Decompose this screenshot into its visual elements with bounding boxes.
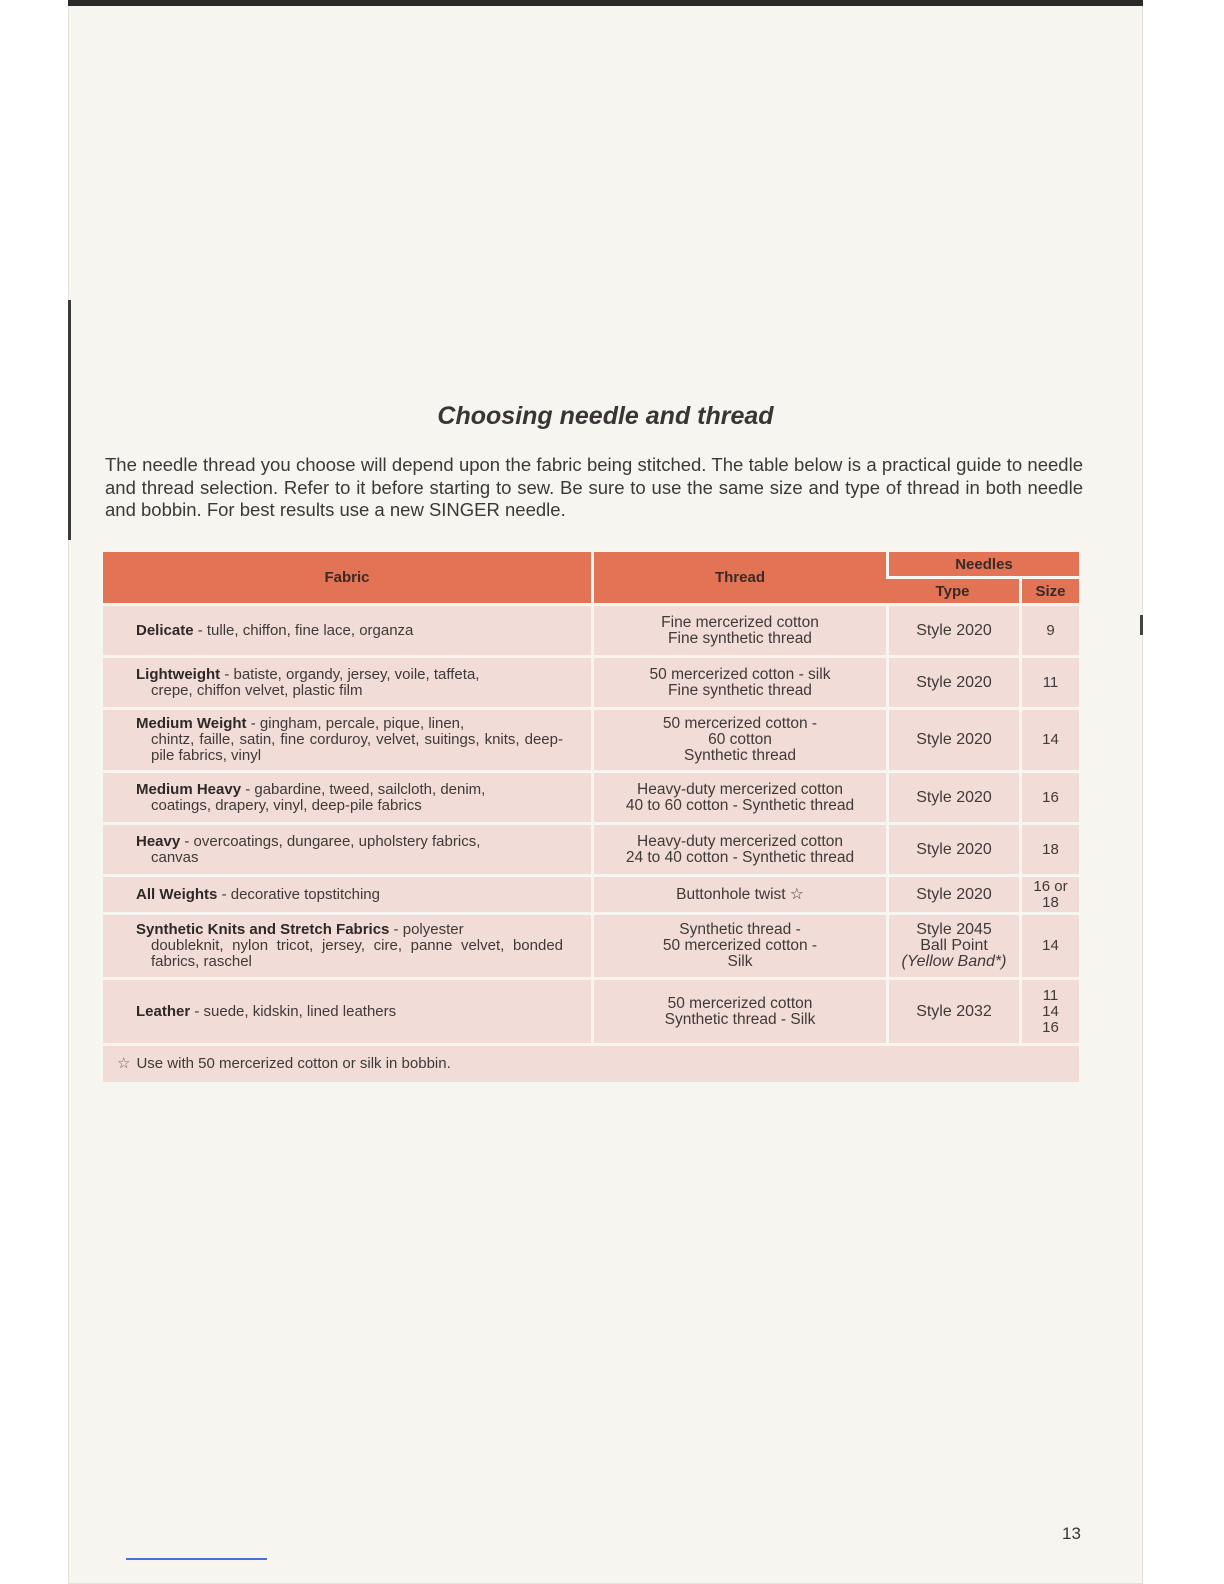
thread-cell bbox=[591, 822, 886, 874]
fabric-name: Delicate bbox=[136, 621, 194, 639]
fabric-description-continued: doubleknit, nylon tricot, jersey, cire, panne velvet, bonded fabrics, raschel bbox=[151, 937, 563, 970]
header-needles: Needles bbox=[886, 552, 1079, 576]
needle-type-cell-line: Style 2020 bbox=[916, 788, 992, 806]
fabric-description-continued: canvas bbox=[151, 848, 199, 866]
thread-cell-line: Buttonhole twist ☆ bbox=[676, 885, 804, 903]
needle-size-cell-line: 14 bbox=[1042, 1002, 1059, 1020]
needle-size-cell-line: 16 bbox=[1042, 788, 1059, 806]
needle-size-cell-line: 11 bbox=[1042, 673, 1059, 691]
needle-size-cell bbox=[1019, 822, 1079, 874]
fabric-name: Medium Heavy bbox=[136, 780, 242, 798]
intro-paragraph: The needle thread you choose will depend upon the fabric being stitched. The table below is a practical guide to needle and thread selection. Refer to it before starting to sew. Be sure to use the same size and type of thread in both needle and bobbin. For best results use a new SINGER needle. bbox=[105, 454, 1083, 520]
fabric-cell bbox=[103, 770, 591, 822]
needle-type-cell bbox=[886, 655, 1019, 707]
fabric-description: - gabardine, tweed, sailcloth, denim, bbox=[241, 780, 486, 798]
needle-type-cell-line: Style 2020 bbox=[916, 840, 992, 858]
header-fabric: Fabric bbox=[103, 552, 591, 603]
needle-size-cell bbox=[1019, 770, 1079, 822]
fabric-description-continued: crepe, chiffon velvet, plastic film bbox=[151, 681, 363, 699]
needle-size-cell-line: 14 bbox=[1042, 731, 1059, 748]
fabric-cell bbox=[103, 655, 591, 707]
needle-type-cell-line: Style 2045 bbox=[916, 921, 992, 938]
thread-cell bbox=[591, 977, 886, 1043]
needle-type-cell bbox=[886, 874, 1019, 912]
thread-cell-line: Synthetic thread - bbox=[679, 921, 801, 938]
fabric-name: All Weights bbox=[136, 885, 218, 903]
thread-cell-line: 50 mercerized cotton - bbox=[662, 715, 818, 732]
needle-size-cell-line: 9 bbox=[1046, 621, 1055, 639]
fabric-cell bbox=[103, 603, 591, 655]
fabric-name: Heavy bbox=[136, 832, 181, 850]
thread-cell bbox=[591, 874, 886, 912]
table-row bbox=[103, 770, 1079, 822]
thread-cell-line: 50 mercerized cotton bbox=[667, 994, 813, 1012]
fabric-cell bbox=[103, 874, 591, 912]
star-icon: ☆ bbox=[117, 1055, 131, 1072]
footnote bbox=[103, 1043, 1079, 1082]
thread-cell-line: 24 to 40 cotton - Synthetic thread bbox=[625, 848, 855, 866]
thread-cell-line: Fine synthetic thread bbox=[668, 681, 812, 699]
table-row bbox=[103, 874, 1079, 912]
header-type: Type bbox=[886, 576, 1019, 603]
thread-cell bbox=[591, 603, 886, 655]
thread-cell-line: Synthetic thread - Silk bbox=[664, 1010, 816, 1028]
needle-size-cell-line: 18 bbox=[1042, 840, 1059, 858]
thread-cell-line: 50 mercerized cotton - silk bbox=[649, 665, 831, 683]
fabric-name: Leather bbox=[136, 1002, 191, 1020]
fabric-cell bbox=[103, 707, 591, 770]
fabric-name: Lightweight bbox=[136, 665, 221, 683]
thread-cell bbox=[591, 770, 886, 822]
thread-cell bbox=[591, 707, 886, 770]
fabric-description: - overcoatings, dungaree, upholstery fabrics, bbox=[180, 832, 481, 850]
needle-size-cell bbox=[1019, 874, 1079, 912]
needle-size-cell-line: 11 bbox=[1042, 986, 1059, 1004]
table-row bbox=[103, 977, 1079, 1043]
fabric-description-continued: coatings, drapery, vinyl, deep-pile fabrics bbox=[151, 796, 422, 814]
fabric-description: - suede, kidskin, lined leathers bbox=[190, 1002, 397, 1020]
table-row bbox=[103, 603, 1079, 655]
needle-size-cell bbox=[1019, 912, 1079, 977]
table-row bbox=[103, 912, 1079, 977]
scan-top-edge bbox=[68, 0, 1143, 6]
needle-type-cell-line: Style 2032 bbox=[916, 1002, 992, 1020]
fabric-cell bbox=[103, 977, 591, 1043]
needle-type-cell bbox=[886, 912, 1019, 977]
thread-cell-line: 40 to 60 cotton - Synthetic thread bbox=[625, 796, 855, 814]
needle-type-cell-line: (Yellow Band*) bbox=[901, 953, 1007, 970]
needle-type-cell-line: Ball Point bbox=[920, 937, 988, 954]
needle-size-cell bbox=[1019, 603, 1079, 655]
needle-size-cell bbox=[1019, 707, 1079, 770]
thread-cell bbox=[591, 655, 886, 707]
needle-size-cell bbox=[1019, 977, 1079, 1043]
needle-type-cell bbox=[886, 603, 1019, 655]
thread-cell-line: Silk bbox=[727, 953, 753, 970]
thread-cell-line: Heavy-duty mercerized cotton bbox=[637, 832, 843, 850]
needle-type-cell-line: Style 2020 bbox=[916, 731, 992, 748]
fabric-description: - decorative topstitching bbox=[217, 885, 380, 903]
footnote-text: Use with 50 mercerized cotton or silk in bobbin. bbox=[136, 1055, 451, 1072]
thread-cell-line: Fine mercerized cotton bbox=[661, 613, 819, 631]
thread-cell-line: Heavy-duty mercerized cotton bbox=[637, 780, 843, 798]
needle-size-cell-line: 14 bbox=[1042, 937, 1059, 954]
thread-cell bbox=[591, 912, 886, 977]
needle-size-cell bbox=[1019, 655, 1079, 707]
fabric-name: Medium Weight bbox=[136, 715, 247, 732]
thread-cell-line: 60 cotton bbox=[708, 731, 772, 748]
table-row bbox=[103, 655, 1079, 707]
needle-type-cell bbox=[886, 822, 1019, 874]
header-size: Size bbox=[1019, 576, 1079, 603]
needle-type-cell bbox=[886, 707, 1019, 770]
fabric-cell bbox=[103, 912, 591, 977]
scan-right-mark bbox=[1140, 615, 1143, 635]
thread-cell-line: Synthetic thread bbox=[683, 747, 796, 764]
fabric-description: - gingham, percale, pique, linen, bbox=[246, 715, 465, 732]
needle-type-cell-line: Style 2020 bbox=[916, 885, 992, 903]
page-title: Choosing needle and thread bbox=[437, 402, 774, 430]
fabric-description: - tulle, chiffon, fine lace, organza bbox=[193, 621, 414, 639]
needle-thread-table bbox=[103, 552, 1079, 1082]
table-body bbox=[103, 603, 1079, 1043]
fabric-description: - polyester bbox=[389, 921, 464, 938]
header-thread: Thread bbox=[591, 552, 886, 603]
needle-type-cell bbox=[886, 977, 1019, 1043]
needle-type-cell bbox=[886, 770, 1019, 822]
fabric-cell bbox=[103, 822, 591, 874]
link-underline bbox=[126, 1558, 267, 1560]
thread-cell-line: Fine synthetic thread bbox=[668, 629, 812, 647]
needle-type-cell-line: Style 2020 bbox=[916, 673, 992, 691]
needle-type-cell-line: Style 2020 bbox=[916, 621, 992, 639]
thread-cell-line: 50 mercerized cotton - bbox=[662, 937, 818, 954]
table-row bbox=[103, 707, 1079, 770]
needle-size-cell-line: 16 or 18 bbox=[1033, 877, 1068, 911]
page-number: 13 bbox=[1062, 1524, 1081, 1543]
fabric-description: - batiste, organdy, jersey, voile, taffeta, bbox=[220, 665, 480, 683]
fabric-description-continued: chintz, faille, satin, fine corduroy, velvet, suitings, knits, deep-pile fabrics, vinyl bbox=[151, 731, 563, 764]
fabric-name: Synthetic Knits and Stretch Fabrics bbox=[136, 921, 390, 938]
table-row bbox=[103, 822, 1079, 874]
needle-size-cell-line: 16 bbox=[1042, 1018, 1059, 1036]
